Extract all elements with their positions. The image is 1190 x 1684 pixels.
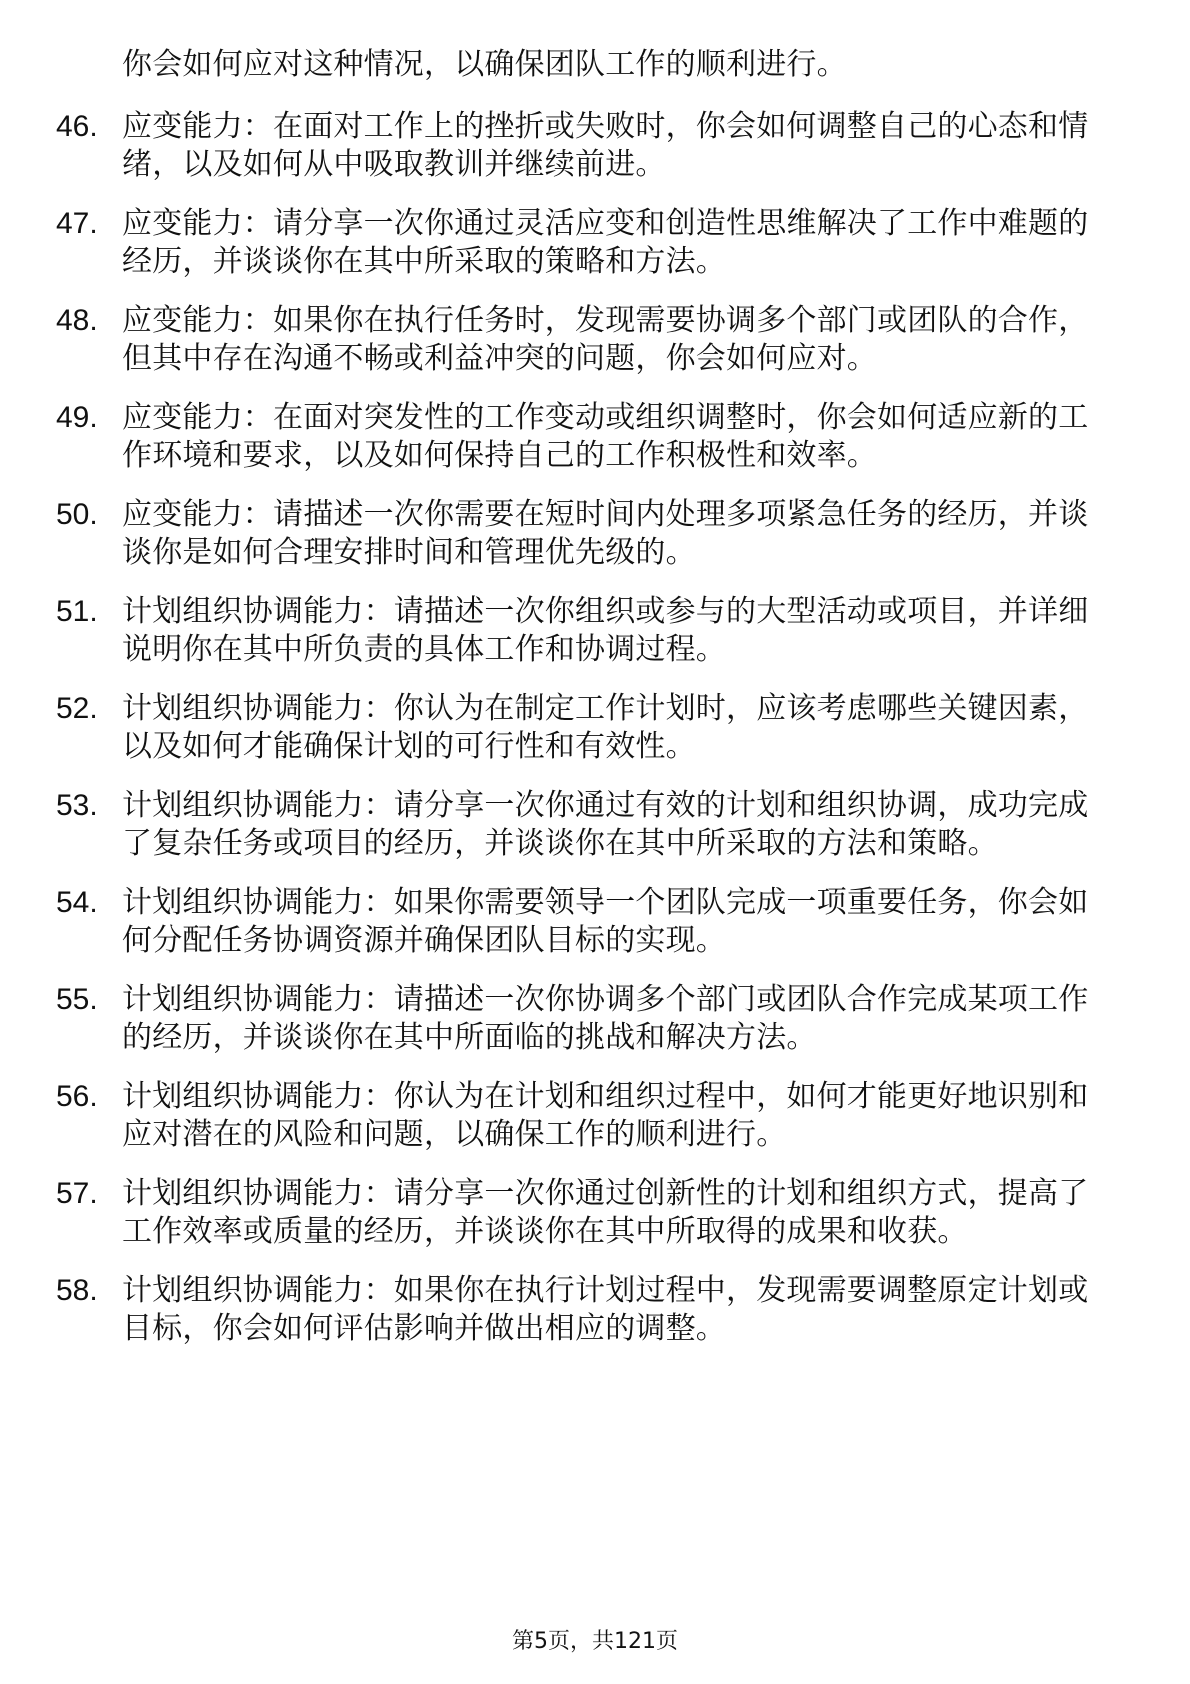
question-list — [56, 46, 1116, 1369]
question-item — [56, 884, 1116, 960]
question-number: 50. — [56, 498, 98, 531]
question-text: 计划组织协调能力：请描述一次你协调多个部门或团队合作完成某项工作的经历，并谈谈你在其中所面临的挑战和解决方法。 — [122, 982, 1089, 1055]
question-number: 49. — [56, 401, 98, 434]
question-text: 计划组织协调能力：请分享一次你通过创新性的计划和组织方式，提高了工作效率或质量的经历，并谈谈你在其中所取得的成果和收获。 — [122, 1176, 1089, 1249]
question-number: 56. — [56, 1080, 98, 1113]
question-text: 计划组织协调能力：如果你需要领导一个团队完成一项重要任务，你会如何分配任务协调资源并确保团队目标的实现。 — [122, 885, 1089, 958]
question-text: 应变能力：在面对工作上的挫折或失败时，你会如何调整自己的心态和情绪，以及如何从中吸取教训并继续前进。 — [122, 109, 1089, 182]
question-item — [56, 302, 1116, 378]
question-text: 计划组织协调能力：你认为在制定工作计划时，应该考虑哪些关键因素，以及如何才能确保计划的可行性和有效性。 — [122, 691, 1089, 764]
question-number: 52. — [56, 692, 98, 725]
question-item — [56, 496, 1116, 572]
question-item — [56, 108, 1116, 184]
question-number: 53. — [56, 789, 98, 822]
question-item — [56, 593, 1116, 669]
question-item — [56, 399, 1116, 475]
question-text: 应变能力：如果你在执行任务时，发现需要协调多个部门或团队的合作，但其中存在沟通不畅或利益冲突的问题，你会如何应对。 — [122, 303, 1089, 376]
question-text: 计划组织协调能力：如果你在执行计划过程中，发现需要调整原定计划或目标，你会如何评估影响并做出相应的调整。 — [122, 1273, 1089, 1346]
question-number: 57. — [56, 1177, 98, 1210]
question-item — [56, 787, 1116, 863]
question-item — [56, 1272, 1116, 1348]
question-text: 计划组织协调能力：请分享一次你通过有效的计划和组织协调，成功完成了复杂任务或项目的经历，并谈谈你在其中所采取的方法和策略。 — [122, 788, 1089, 861]
question-item — [56, 1078, 1116, 1154]
question-number: 58. — [56, 1274, 98, 1307]
question-text: 应变能力：请描述一次你需要在短时间内处理多项紧急任务的经历，并谈谈你是如何合理安排时间和管理优先级的。 — [122, 497, 1089, 570]
question-item — [56, 690, 1116, 766]
question-text: 计划组织协调能力：请描述一次你组织或参与的大型活动或项目，并详细说明你在其中所负责的具体工作和协调过程。 — [122, 594, 1089, 667]
question-number: 54. — [56, 886, 98, 919]
question-number: 47. — [56, 207, 98, 240]
question-item — [56, 205, 1116, 281]
question-number: 51. — [56, 595, 98, 628]
question-text: 应变能力：在面对突发性的工作变动或组织调整时，你会如何适应新的工作环境和要求，以及如何保持自己的工作积极性和效率。 — [122, 400, 1089, 473]
question-text: 应变能力：请分享一次你通过灵活应变和创造性思维解决了工作中难题的经历，并谈谈你在其中所采取的策略和方法。 — [122, 206, 1089, 279]
question-text: 计划组织协调能力：你认为在计划和组织过程中，如何才能更好地识别和应对潜在的风险和问题，以确保工作的顺利进行。 — [122, 1079, 1089, 1152]
question-item — [56, 1175, 1116, 1251]
question-number: 46. — [56, 110, 98, 143]
continuation-text: 你会如何应对这种情况，以确保团队工作的顺利进行。 — [122, 47, 847, 82]
question-number: 48. — [56, 304, 98, 337]
page-footer: 第5页，共121页 — [512, 1629, 678, 1654]
question-item — [56, 981, 1116, 1057]
question-number: 55. — [56, 983, 98, 1016]
